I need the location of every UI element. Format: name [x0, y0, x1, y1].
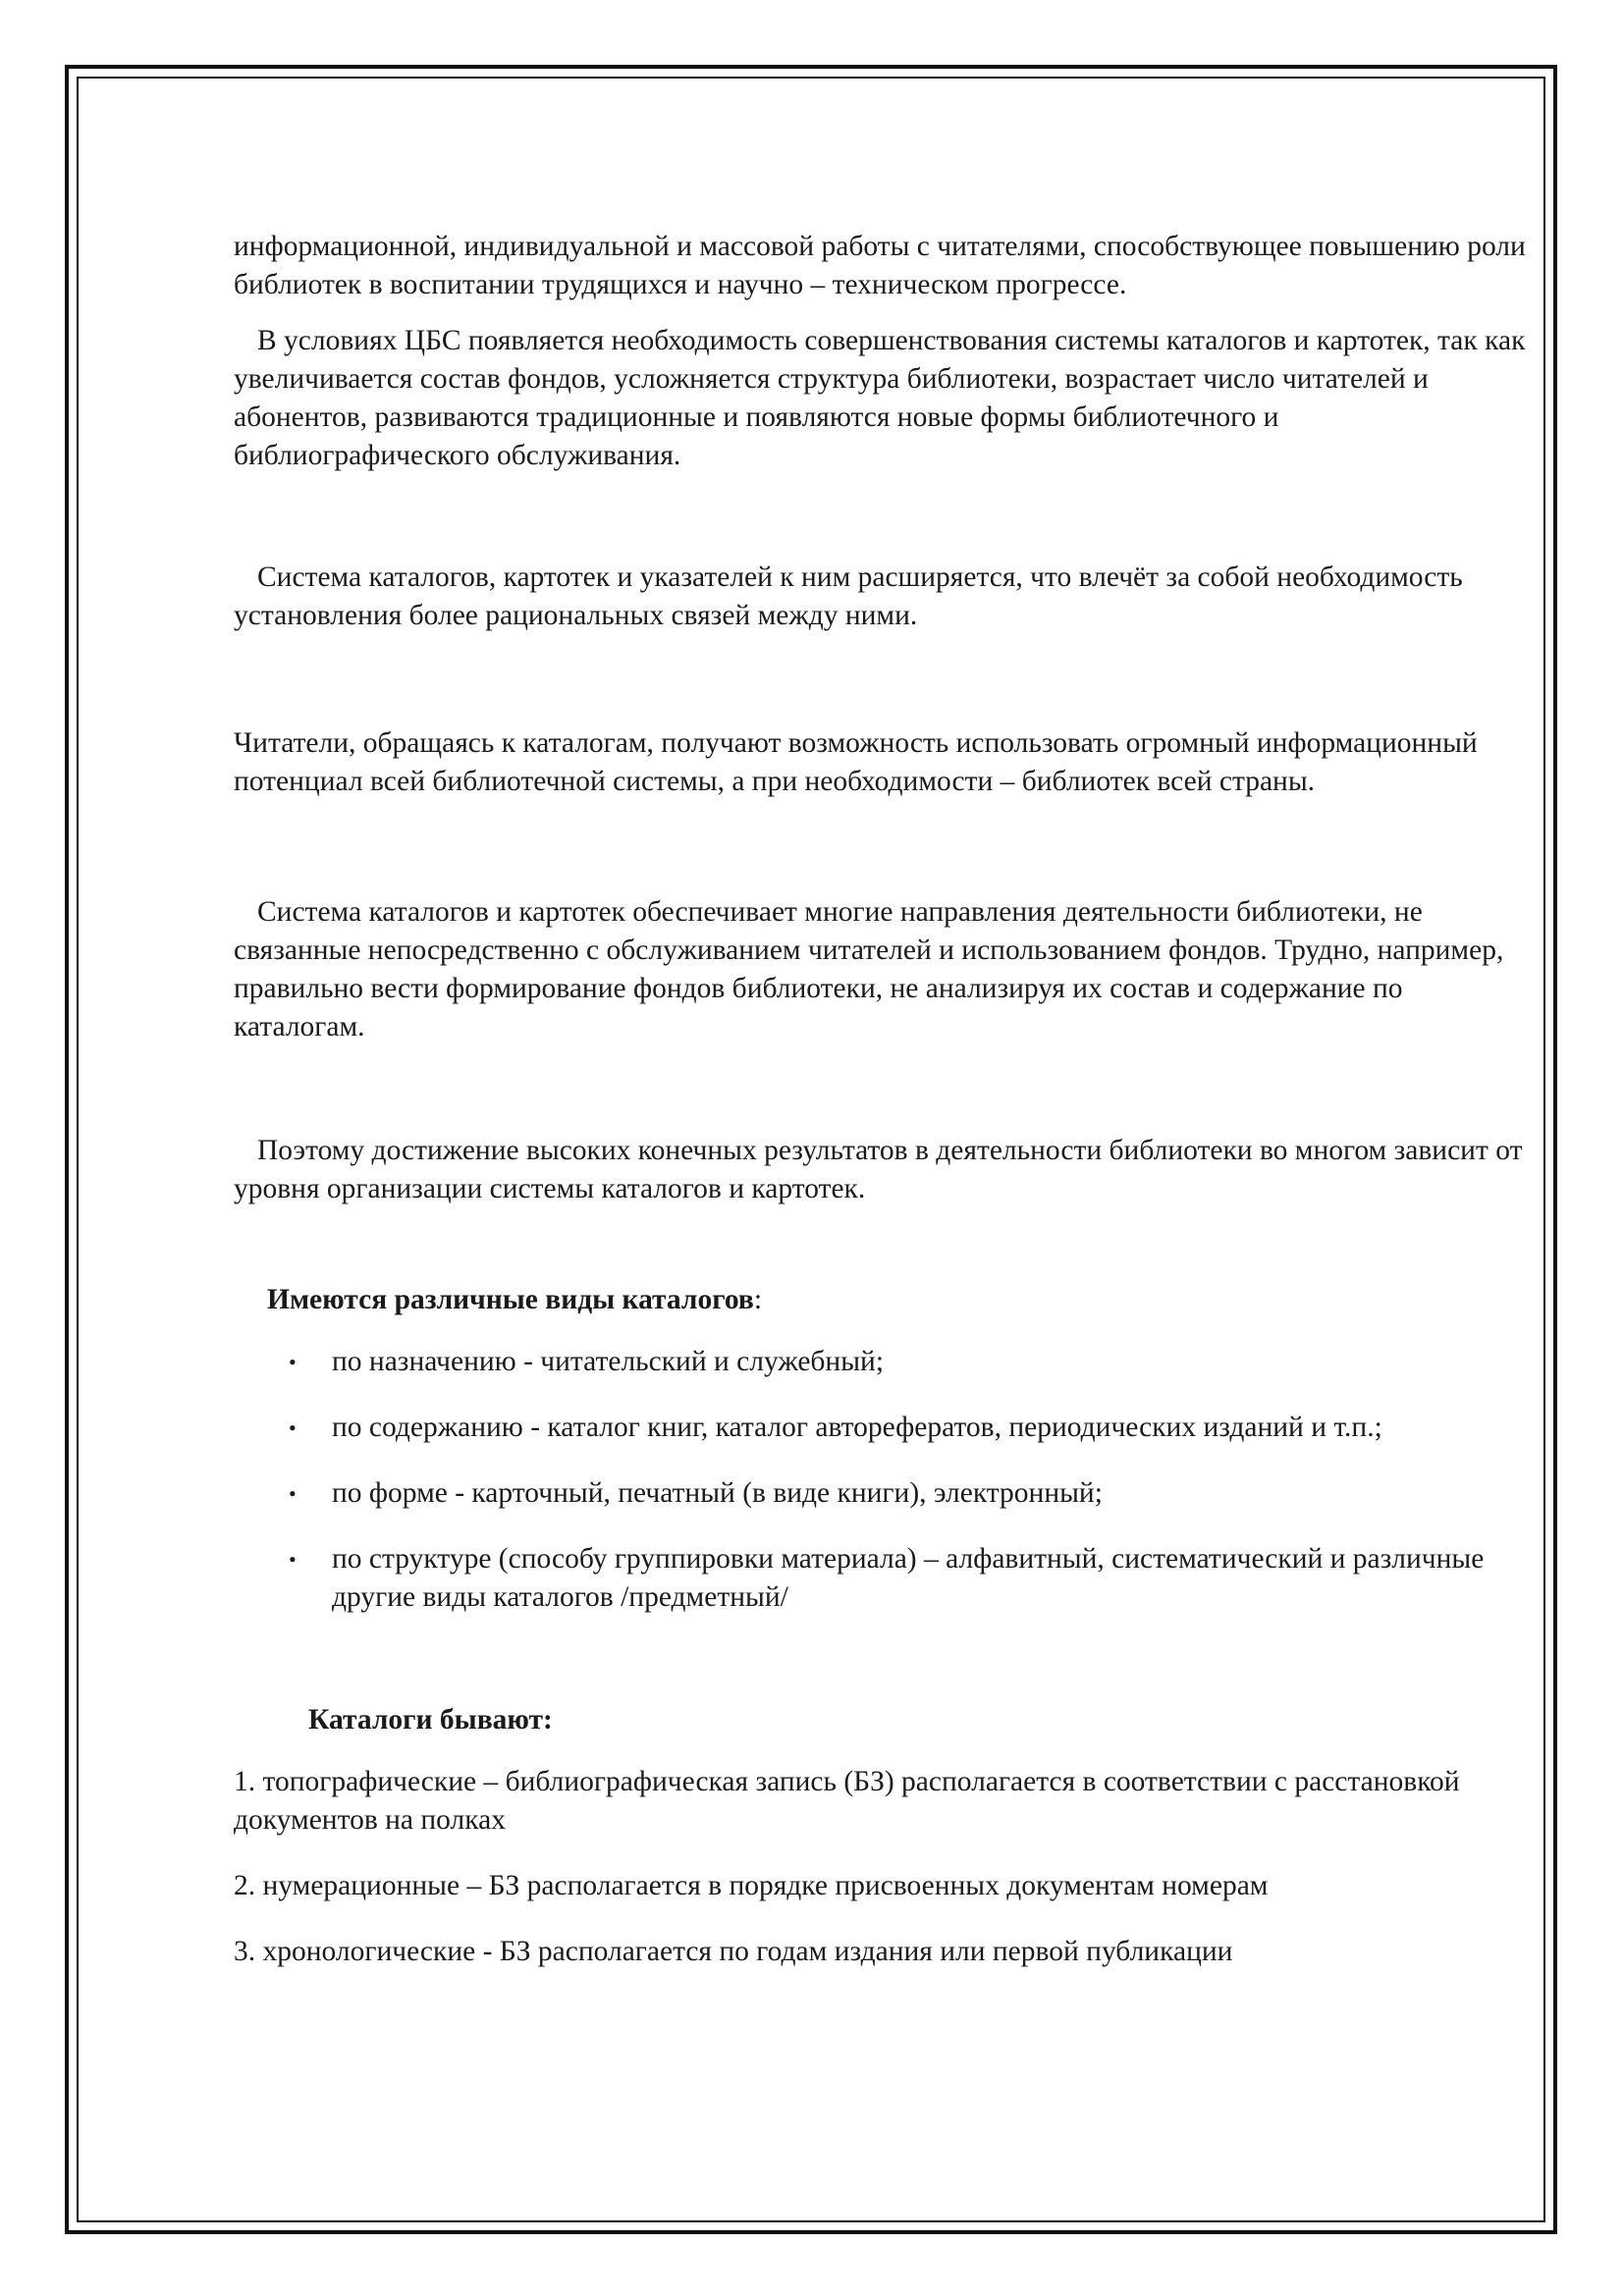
- list-item-text: по содержанию - каталог книг, каталог авторефератов, периодических изданий и т.п.;: [332, 1412, 1382, 1443]
- paragraph-6: Поэтому достижение высоких конечных результатов в деятельности библиотеки во многом зависит от уровня организации системы каталогов и картотек.: [234, 1135, 1523, 1204]
- catalog-kinds-heading: [234, 1281, 1530, 1319]
- catalog-kinds-heading-colon: :: [753, 1284, 763, 1315]
- bullet-icon: •: [289, 1350, 297, 1374]
- numbered-item-2: 2. нумерационные – БЗ располагается в порядке присвоенных документам номерам: [234, 1870, 1269, 1901]
- list-item: [234, 1409, 1530, 1447]
- paragraph-4: Читатели, обращаясь к каталогам, получают возможность использовать огромный информационный потенциал всей библиотечной системы, а при необходимости – библиотек всей страны.: [234, 727, 1478, 797]
- catalog-kinds-heading-text: Имеются различные виды каталогов: [267, 1284, 754, 1315]
- numbered-item-3: 3. хронологические - БЗ располагается по годам издания или первой публикации: [234, 1936, 1233, 1967]
- list-item: [234, 1343, 1530, 1381]
- bullet-icon: •: [289, 1415, 297, 1440]
- paragraph-5: Система каталогов и картотек обеспечивает многие направления деятельности библиотеки, не связанные непосредственно с обслуживанием читателей и использованием фондов. Трудно, например, правильно вести формирование фондов библиотеки, не анализируя их состав и содержание по каталогам.: [234, 896, 1504, 1042]
- paragraph-3: Система каталогов, картотек и указателей к ним расширяется, что влечёт за собой необходимость установления более рациональных связей между ними.: [234, 561, 1463, 631]
- list-item-text: по структуре (способу группировки материала) – алфавитный, систематический и различные другие виды каталогов /предметный/: [332, 1543, 1485, 1613]
- list-item-text: по назначению - читательский и служебный;: [332, 1346, 885, 1377]
- bullet-icon: •: [289, 1547, 297, 1572]
- document-body: [234, 228, 1530, 1999]
- list-item-text: по форме - карточный, печатный (в виде книги), электронный;: [332, 1477, 1103, 1509]
- numbered-item-1: 1. топографические – библиографическая запись (БЗ) располагается в соответствии с расстановкой документов на полках: [234, 1766, 1460, 1836]
- paragraph-1: информационной, индивидуальной и массовой работы с читателями, способствующее повышению роли библиотек в воспитании трудящихся и научно – техническом прогрессе.: [234, 231, 1526, 300]
- catalogs-heading: Каталоги бывают:: [308, 1704, 553, 1735]
- paragraph-2: В условиях ЦБС появляется необходимость совершенствования системы каталогов и картотек, так как увеличивается состав фондов, усложняется структура библиотеки, возрастает число читателей и абонентов, развиваются традиционные и появляются новые формы библиотечного и библиографического обслуживания.: [234, 325, 1526, 471]
- bullet-icon: •: [289, 1481, 297, 1506]
- list-item: [234, 1474, 1530, 1513]
- list-item: [234, 1540, 1530, 1617]
- catalog-kinds-list: [234, 1343, 1530, 1617]
